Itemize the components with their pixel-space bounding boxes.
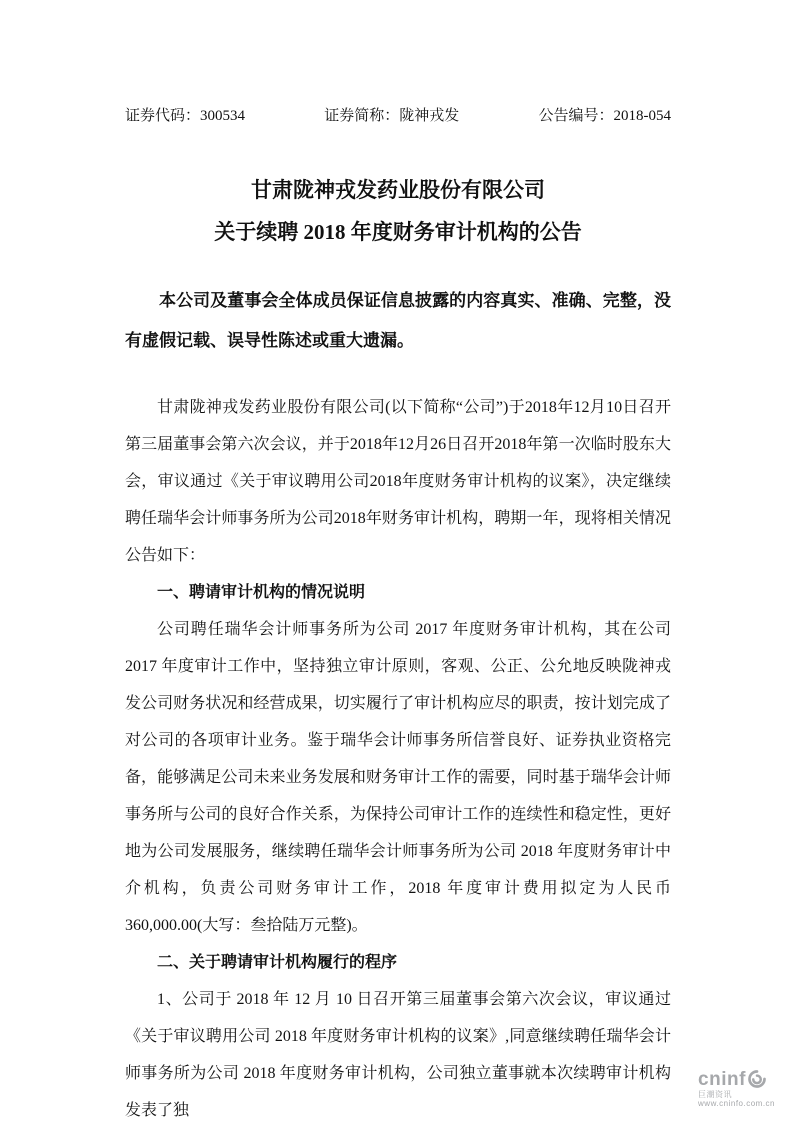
section-2-paragraph: 1、公司于 2018 年 12 月 10 日召开第三届董事会第六次会议，审议通过《关于审议聘用公司 2018 年度财务审计机构的议案》,同意继续聘任瑞华会计师事务所为公司 2018 年度财务审计机构，公司独立董事就本次续聘审计机构发表了独	[125, 991, 671, 1119]
cninfo-logo-url: www.cninfo.com.cn	[698, 1099, 775, 1108]
disclaimer-paragraph: 本公司及董事会全体成员保证信息披露的内容真实、准确、完整，没有虚假记载、误导性陈述或重大遗漏。	[125, 291, 671, 350]
section-1-paragraph: 公司聘任瑞华会计师事务所为公司 2017 年度财务审计机构，其在公司 2017 年度审计工作中，坚持独立审计原则，客观、公正、公允地反映陇神戎发公司财务状况和经营成果，切实履行了审计机构应尽的职责，按计划完成了对公司的各项审计业务。鉴于瑞华会计师事务所信誉良好、证券执业资格完备，能够满足公司未来业务发展和财务审计工作的需要，同时基于瑞华会计师事务所与公司的良好合作关系，为保持公司审计工作的连续性和稳定性，更好地为公司发展服务，继续聘任瑞华会计师事务所为公司 2018 年度财务审计中介机构，负责公司财务审计工作，2018 年度审计费用拟定为人民币 360,000.00(大写：叁拾陆万元整)。	[125, 621, 671, 934]
announcement-number: 公告编号：2018-054	[538, 108, 671, 124]
cninfo-logo	[698, 1069, 775, 1108]
document-title	[125, 169, 671, 253]
document-header	[125, 104, 671, 125]
cninfo-logo-name: 巨潮资讯	[698, 1090, 733, 1099]
title-line-2: 关于续聘 2018 年度财务审计机构的公告	[214, 220, 582, 244]
title-line-1: 甘肃陇神戎发药业股份有限公司	[251, 178, 545, 202]
cninfo-swirl-icon	[747, 1069, 767, 1089]
intro-paragraph: 甘肃陇神戎发药业股份有限公司(以下简称“公司”)于2018年12月10日召开第三届董事会第六次会议，并于2018年12月26日召开2018年第一次临时股东大会，审议通过《关于审议聘用公司2018年度财务审计机构的议案》，决定继续聘任瑞华会计师事务所为公司2018年财务审计机构，聘期一年，现将相关情况公告如下：	[125, 399, 671, 564]
section-2-heading: 二、关于聘请审计机构履行的程序	[157, 954, 398, 971]
stock-code: 证券代码：300534	[125, 108, 246, 124]
stock-name: 证券简称：陇神戎发	[324, 108, 460, 124]
cninfo-logo-text: cninf	[698, 1068, 746, 1090]
cninfo-logo-row	[698, 1069, 775, 1089]
section-1-heading: 一、聘请审计机构的情况说明	[157, 584, 366, 601]
